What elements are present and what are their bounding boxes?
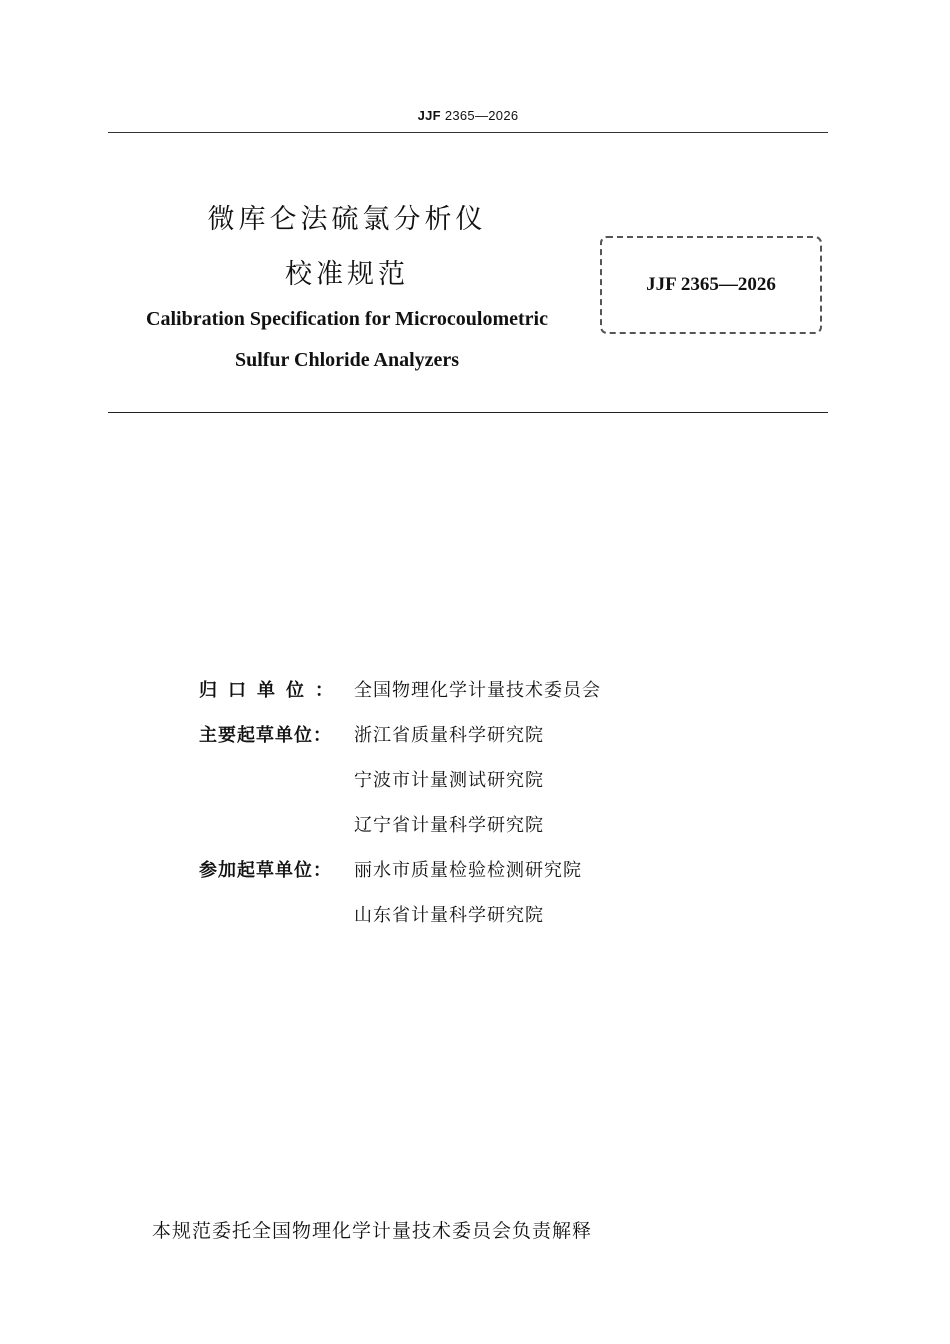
title-english-line1: Calibration Specification for Microcoulometric [146, 308, 548, 330]
standard-code-text: JJF 2365—2026 [646, 274, 776, 295]
title-english-line2: Sulfur Chloride Analyzers [234, 349, 460, 371]
standard-code-box [600, 236, 822, 334]
org-label-participating: 参加起草单位： [199, 860, 332, 881]
org-label-main-drafting: 主要起草单位： [199, 725, 332, 746]
org-row-responsible [199, 674, 601, 704]
org-value-participating-1: 丽水市质量检验检测研究院 [354, 860, 582, 881]
org-row-main-drafting [199, 719, 544, 749]
org-row-participating-2 [199, 899, 544, 929]
header-divider [108, 132, 828, 133]
footer-interpretation-note: 本规范委托全国物理化学计量技术委员会负责解释 [152, 1220, 593, 1242]
org-value-main-drafting-2: 宁波市计量测试研究院 [354, 770, 544, 791]
org-row-main-drafting-3 [199, 809, 544, 839]
org-row-participating [199, 854, 582, 884]
org-label-responsible: 归口单位： [199, 680, 344, 701]
header-code-prefix: JJF [417, 108, 441, 123]
org-value-responsible: 全国物理化学计量技术委员会 [354, 680, 601, 701]
org-value-main-drafting-1: 浙江省质量科学研究院 [354, 725, 544, 746]
org-value-main-drafting-3: 辽宁省计量科学研究院 [354, 815, 544, 836]
header-standard-code [0, 108, 936, 123]
org-value-participating-2: 山东省计量科学研究院 [354, 905, 544, 926]
org-row-main-drafting-2 [199, 764, 544, 794]
header-code-number: 2365—2026 [444, 108, 519, 123]
title-chinese-line1: 微库仑法硫氯分析仪 [207, 204, 487, 235]
title-divider [108, 412, 828, 413]
title-chinese-line2: 校准规范 [285, 259, 409, 290]
